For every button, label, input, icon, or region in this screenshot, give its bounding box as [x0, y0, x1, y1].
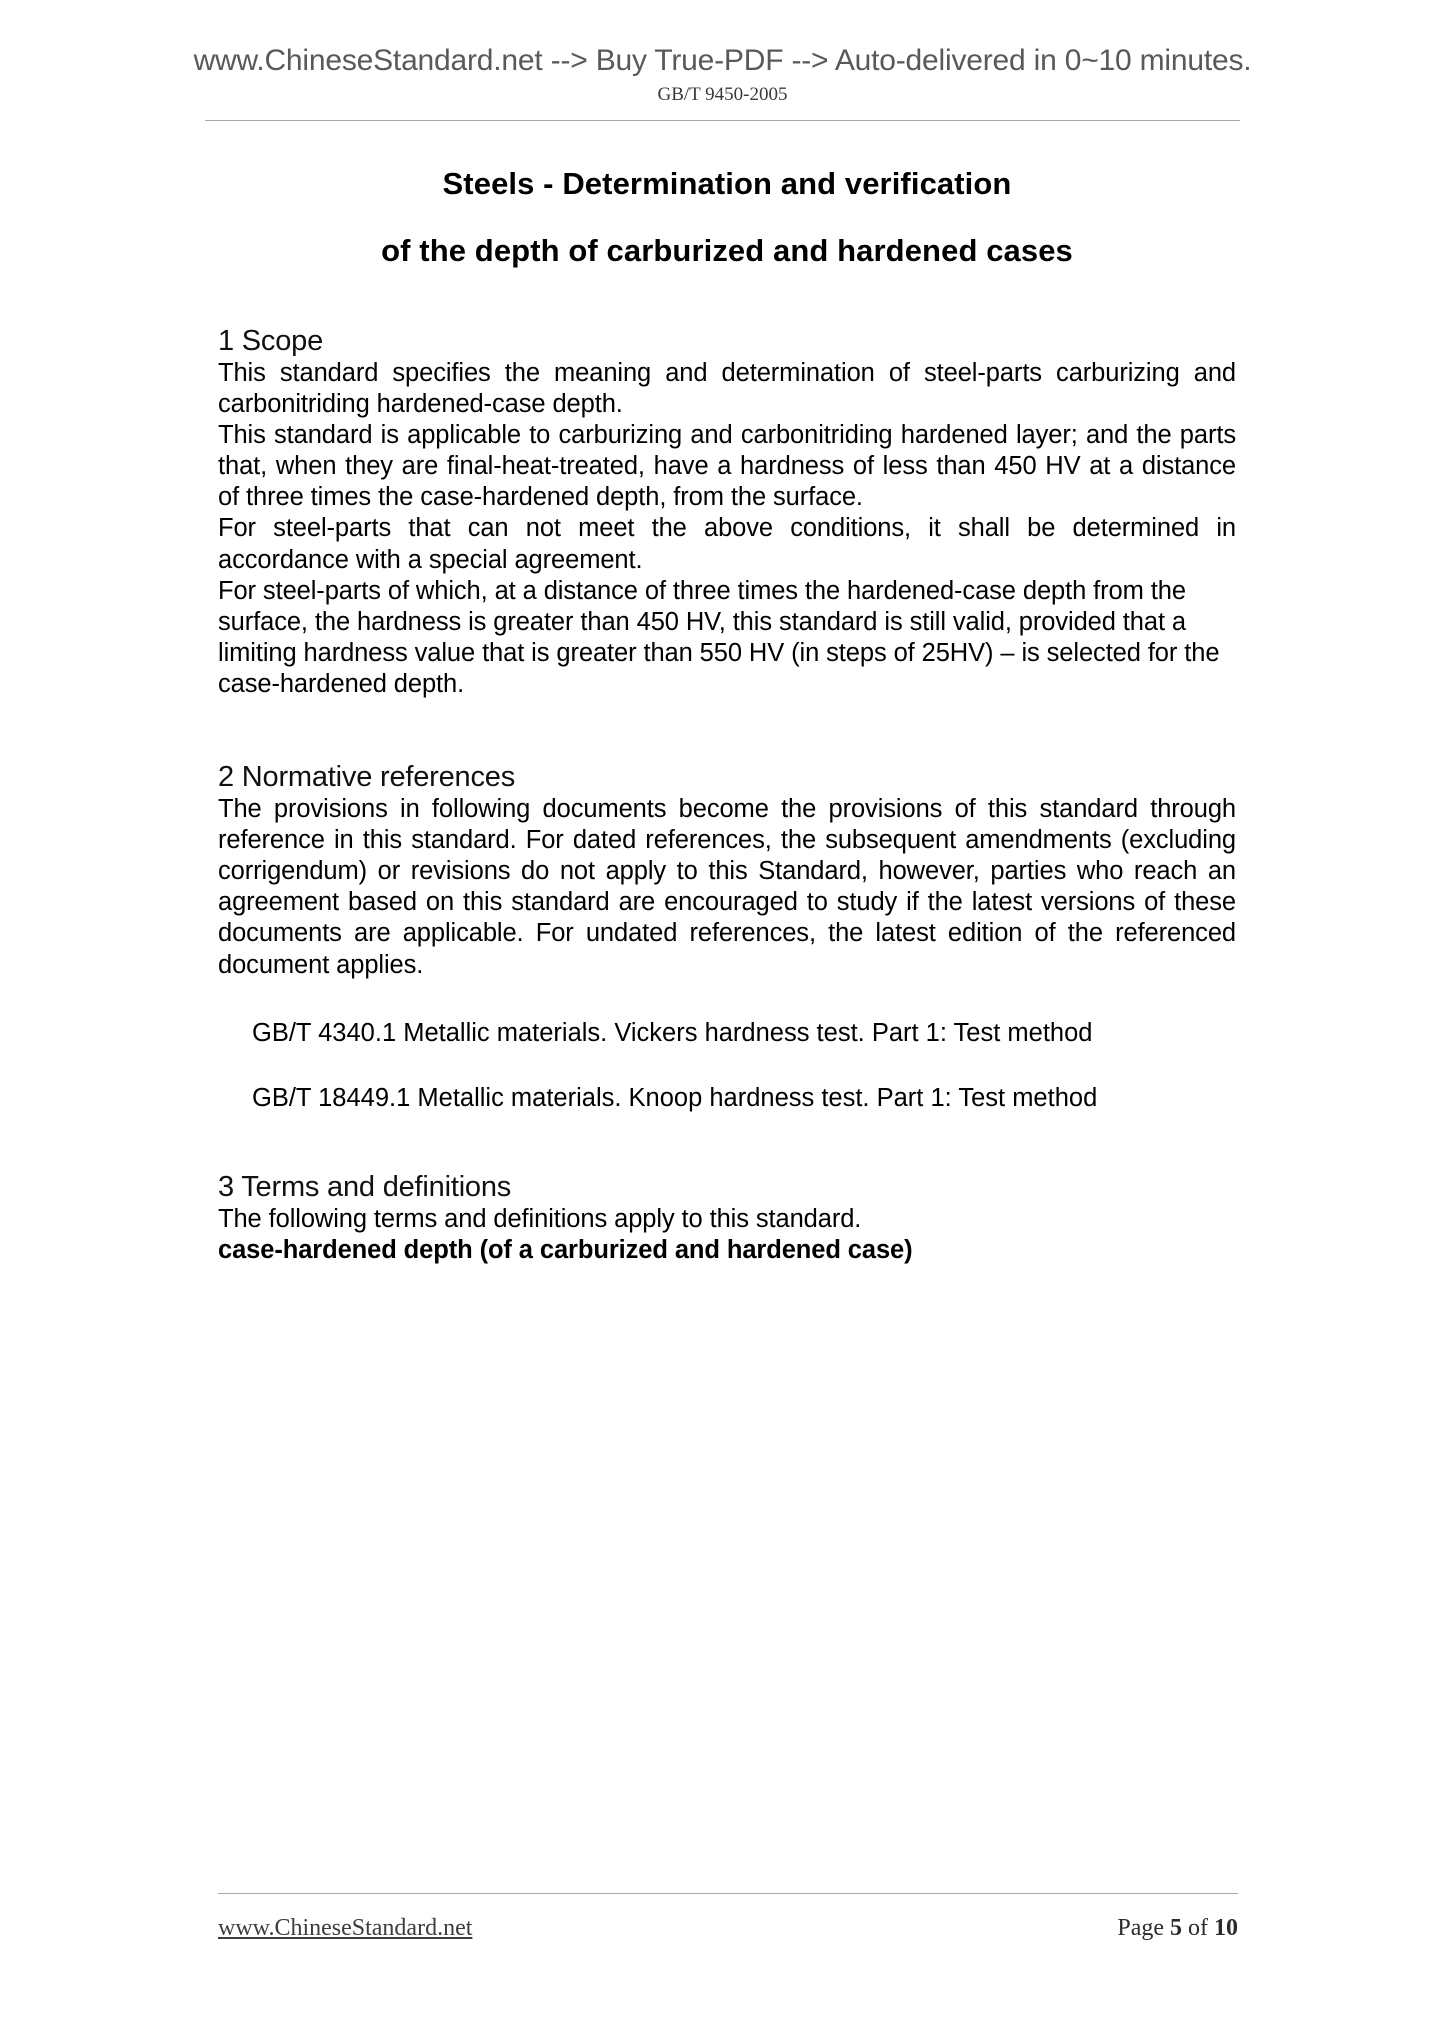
- scope-paragraph-1: This standard specifies the meaning and determination of steel-parts carburizing and carbonitriding hardened-case depth.: [218, 358, 1236, 418]
- header-divider: [205, 120, 1240, 121]
- footer-page-prefix: Page: [1117, 1915, 1170, 1941]
- section-heading-scope: 1 Scope: [218, 325, 324, 357]
- footer-page-number: 5: [1170, 1915, 1182, 1941]
- footer-page-middle: of: [1182, 1915, 1214, 1941]
- standard-code-label: GB/T 9450-2005: [657, 84, 788, 105]
- page-header: [0, 0, 1445, 106]
- footer-divider: [218, 1893, 1238, 1894]
- document-title-line-1: Steels - Determination and verification: [442, 166, 1012, 201]
- section-heading-terms-and-definitions: 3 Terms and definitions: [218, 1170, 512, 1203]
- page-footer: [218, 1915, 1238, 1942]
- footer-page-indicator: [1117, 1915, 1238, 1942]
- term-entry-case-hardened-depth: case-hardened depth (of a carburized and hardened case): [218, 1235, 913, 1264]
- scope-paragraph-3: For steel-parts that can not meet the above conditions, it shall be determined in accordance with a special agreement.: [218, 514, 1236, 574]
- scope-paragraph-4: For steel-parts of which, at a distance of three times the hardened-case depth from the surface, the hardness is greater than 450 HV, this standard is still valid, provided that a limiting hardness value that is greater than 550 HV (in steps of 25HV) – is selected for the case-hardened depth.: [218, 576, 1220, 698]
- document-title: [218, 168, 1236, 266]
- footer-page-total: 10: [1214, 1915, 1238, 1941]
- terms-paragraph-1: The following terms and definitions apply to this standard.: [218, 1204, 862, 1233]
- footer-website-link[interactable]: www.ChineseStandard.net: [218, 1915, 473, 1941]
- normative-reference-item: GB/T 18449.1 Metallic materials. Knoop hardness test. Part 1: Test method: [252, 1083, 1098, 1112]
- section-heading-normative-references: 2 Normative references: [218, 761, 515, 794]
- promo-banner-text: www.ChineseStandard.net --> Buy True-PDF --> Auto-delivered in 0~10 minutes.: [193, 44, 1252, 77]
- document-title-line-2: of the depth of carburized and hardened cases: [381, 233, 1073, 268]
- normative-paragraph-1: The provisions in following documents become the provisions of this standard through reference in this standard. For dated references, the subsequent amendments (excluding corrigendum) or revisions do not apply to this Standard, however, parties who reach an agreement based on this standard are encouraged to study if the latest versions of these documents are applicable. For undated references, the latest edition of the referenced document applies.: [218, 794, 1236, 979]
- normative-reference-item: GB/T 4340.1 Metallic materials. Vickers hardness test. Part 1: Test method: [252, 1018, 1093, 1047]
- document-body: [218, 140, 1236, 1266]
- scope-paragraph-2: This standard is applicable to carburizing and carbonitriding hardened layer; and the parts that, when they are final-heat-treated, have a hardness of less than 450 HV at a distance of three times the case-hardened depth, from the surface.: [218, 421, 1236, 512]
